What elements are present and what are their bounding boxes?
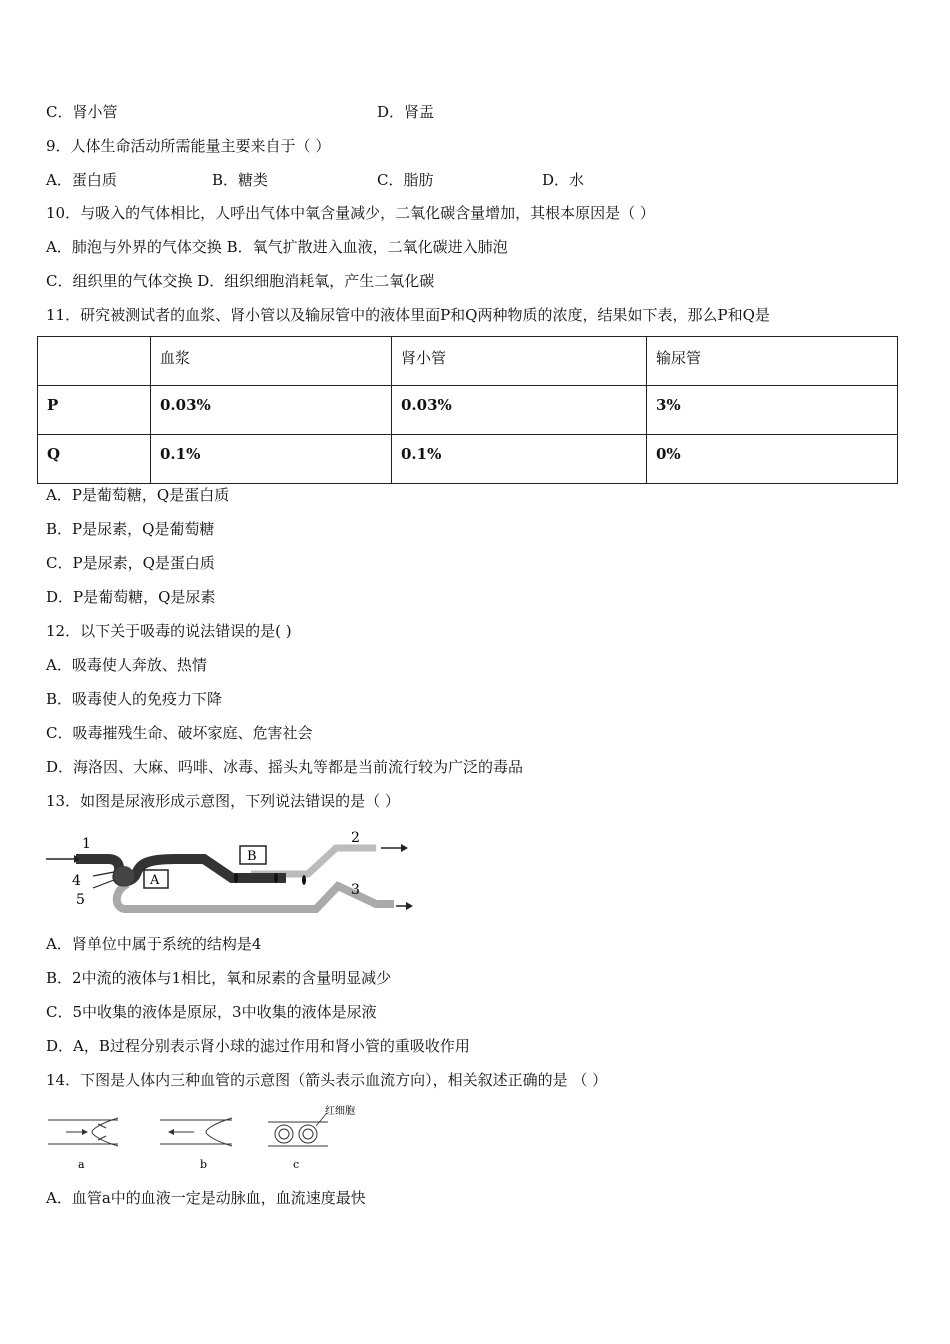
table-header-cell: 肾小管 (392, 337, 647, 386)
table-header-row (38, 337, 898, 386)
table-cell: P (38, 386, 151, 435)
q9-stem: 9．人体生命活动所需能量主要来自于（ ） (46, 137, 331, 155)
vessel-b (160, 1118, 232, 1146)
q13-option-a: A．肾单位中属于系统的结构是4 (46, 935, 262, 953)
q12-option-a: A．吸毒使人奔放、热情 (46, 656, 207, 674)
table-cell: 0% (647, 435, 898, 484)
q13-option-b: B．2中流的液体与1相比，氧和尿素的含量明显减少 (46, 969, 392, 987)
table-header-cell: 血浆 (151, 337, 392, 386)
q12-option-c: C．吸毒摧残生命、破坏家庭、危害社会 (46, 724, 313, 742)
label-a: a (78, 1158, 85, 1171)
label-rbc: 红细胞 (325, 1106, 355, 1117)
q10-stem: 10．与吸入的气体相比，人呼出气体中氧含量减少，二氧化碳含量增加，其根本原因是（ ） (46, 204, 655, 222)
q9-option-d: D．水 (542, 171, 585, 189)
table-cell: Q (38, 435, 151, 484)
glomerulus (114, 866, 134, 886)
q11-option-d: D．P是葡萄糖，Q是尿素 (46, 588, 216, 606)
label-2: 2 (351, 830, 360, 846)
label-box-a: A (150, 873, 160, 888)
q11-option-a: A．P是葡萄糖，Q是蛋白质 (46, 486, 230, 504)
urine-formation-diagram (46, 826, 418, 918)
table-header-cell: 输尿管 (647, 337, 898, 386)
label-5: 5 (76, 892, 85, 908)
label-4: 4 (72, 873, 81, 889)
q12-option-d: D．海洛因、大麻、吗啡、冰毒、摇头丸等都是当前流行较为广泛的毒品 (46, 758, 524, 776)
table-row (38, 386, 898, 435)
q14-option-a: A．血管a中的血液一定是动脉血，血流速度最快 (46, 1189, 366, 1207)
q9-option-b: B．糖类 (212, 171, 269, 189)
table-cell: 0.1% (392, 435, 647, 484)
q10-options-cd: C．组织里的气体交换 D．组织细胞消耗氧，产生二氧化碳 (46, 272, 435, 290)
table-cell: 0.1% (151, 435, 392, 484)
q14-stem: 14．下图是人体内三种血管的示意图（箭头表示血流方向），相关叙述正确的是 （ ） (46, 1071, 608, 1089)
label-box-b: B (247, 849, 257, 864)
q11-option-b: B．P是尿素，Q是葡萄糖 (46, 520, 215, 538)
q9-option-c: C．脂肪 (377, 171, 434, 189)
label-c: c (293, 1158, 300, 1171)
q12-option-b: B．吸毒使人的免疫力下降 (46, 690, 223, 708)
vessel-a (48, 1118, 118, 1146)
q8-option-d: D．肾盂 (377, 103, 435, 121)
q11-table (37, 336, 898, 484)
blood-vessels-diagram (46, 1104, 366, 1174)
label-3: 3 (351, 882, 360, 898)
table-cell: 3% (647, 386, 898, 435)
q10-options-ab: A．肺泡与外界的气体交换 B．氧气扩散进入血液，二氧化碳进入肺泡 (46, 238, 508, 256)
table-cell: 0.03% (392, 386, 647, 435)
q13-option-d: D．A，B过程分别表示肾小球的滤过作用和肾小管的重吸收作用 (46, 1037, 470, 1055)
q11-stem: 11．研究被测试者的血浆、肾小管以及输尿管中的液体里面P和Q两种物质的浓度，结果如下表，那么P和Q是 (46, 306, 770, 324)
vessel-c (268, 1114, 328, 1146)
q12-stem: 12．以下关于吸毒的说法错误的是( ) (46, 622, 292, 640)
q8-option-c: C．肾小管 (46, 103, 118, 121)
table-row (38, 435, 898, 484)
q11-option-c: C．P是尿素，Q是蛋白质 (46, 554, 215, 572)
label-1: 1 (82, 836, 91, 852)
q9-option-a: A．蛋白质 (46, 171, 117, 189)
q13-option-c: C．5中收集的液体是原尿，3中收集的液体是尿液 (46, 1003, 377, 1021)
table-header-cell (38, 337, 151, 386)
table-cell: 0.03% (151, 386, 392, 435)
label-b: b (200, 1158, 208, 1171)
q13-stem: 13．如图是尿液形成示意图，下列说法错误的是（ ） (46, 792, 400, 810)
